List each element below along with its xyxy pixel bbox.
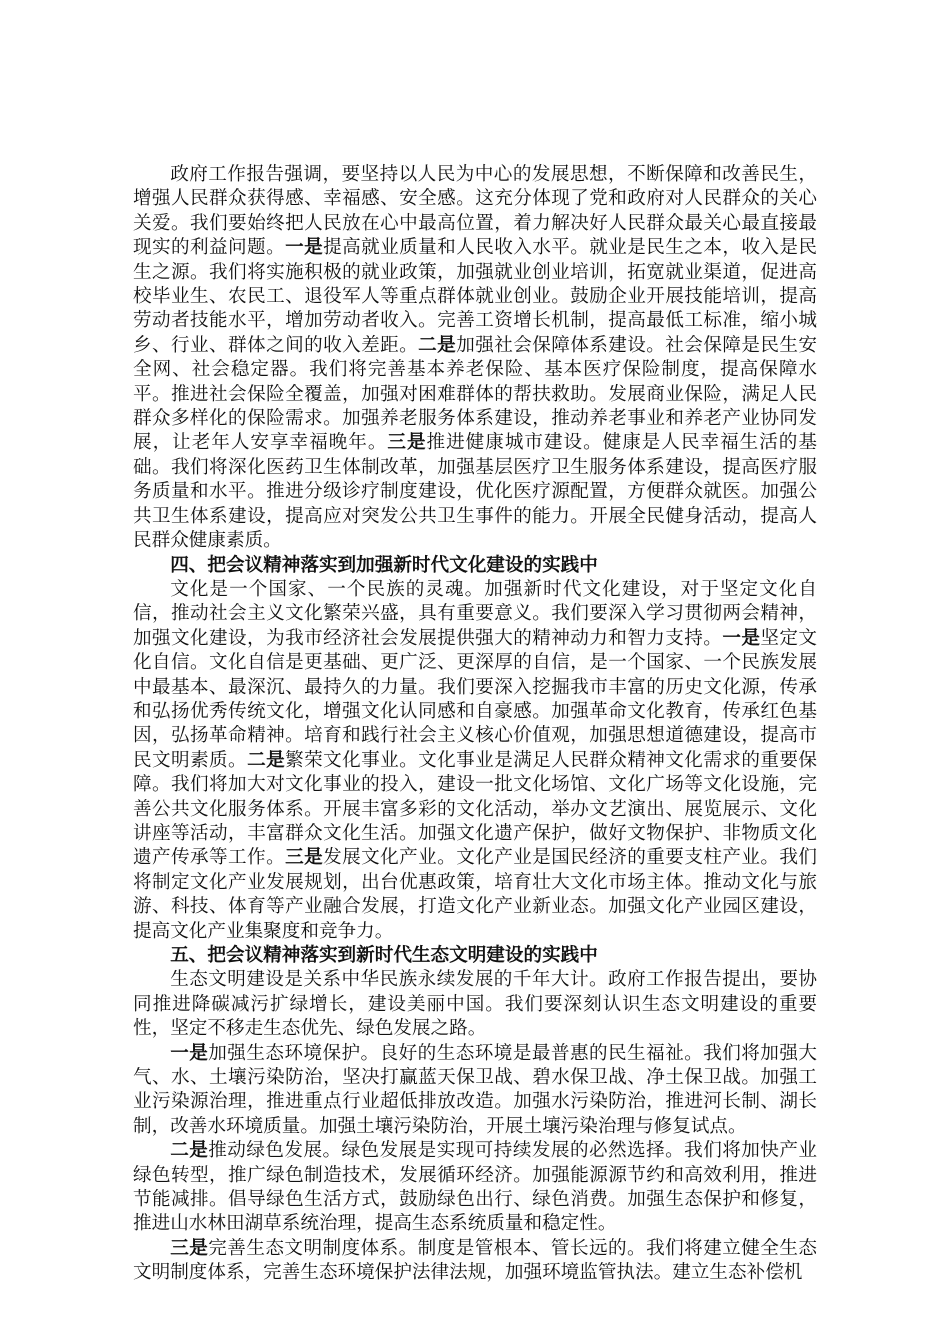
paragraph xyxy=(133,163,817,554)
paragraph-text: 完善生态文明制度体系。制度是管根本、管长远的。我们将建立健全生态文明制度体系，完善生态环境保护法律法规，加强环境监管执法。建立生态补偿机 xyxy=(133,1237,817,1284)
ordinal-label: 二是 xyxy=(170,1140,209,1162)
paragraph xyxy=(133,1237,817,1286)
ordinal-label: 二是 xyxy=(247,749,286,771)
paragraph-text: 推进健康城市建设。健康是人民幸福生活的基础。我们将深化医药卫生体制改革，加强基层医疗卫生服务体系建设，提高医疗服务质量和水平。推进分级诊疗制度建设，优化医疗源配置，方便群众就医。加强公共卫生体系建设，提高应对突发公共卫生事件的能力。开展全民健身活动，提高人民群众健康素质。 xyxy=(133,432,817,552)
paragraph-text: 文化是一个国家、一个民族的灵魂。加强新时代文化建设，对于坚定文化自信，推动社会主义文化繁荣兴盛，具有重要意义。我们要深入学习贯彻两会精神，加强文化建设，为我市经济社会发展提供强大的精神动力和智力支持。 xyxy=(133,578,817,649)
paragraph-text: 推动绿色发展。绿色发展是实现可持续发展的必然选择。我们将加快产业绿色转型，推广绿色制造技术，发展循环经济。加强能源源节约和高效利用，推进节能减排。倡导绿色生活方式，鼓励绿色出行、绿色消费。加强生态保护和修复，推进山水林田湖草系统治理，提高生态系统质量和稳定性。 xyxy=(133,1140,817,1235)
ordinal-label: 三是 xyxy=(170,1237,209,1259)
ordinal-label: 一是 xyxy=(285,237,324,259)
paragraph-text: 坚定文化自信。文化自信是更基础、更广泛、更深厚的自信，是一个国家、一个民族发展中最基本、最深沉、最持久的力量。我们要深入挖掘我市丰富的历史文化源，传承和弘扬优秀传统文化，增强文化认同感和自豪感。加强革命文化教育，传承红色基因，弘扬革命精神。培育和践行社会主义核心价值观，加强思想道德建设，提高市民文明素质。 xyxy=(133,627,817,771)
document-body xyxy=(133,163,817,1286)
paragraph xyxy=(133,1139,817,1237)
paragraph-text: 繁荣文化事业。文化事业是满足人民群众精神文化需求的重要保障。我们将加大对文化事业的投入，建设一批文化场馆、文化广场等文化设施，完善公共文化服务体系。开展丰富多彩的文化活动，举办文艺演出、展览展示、文化讲座等活动，丰富群众文化生活。加强文化遗产保护，做好文物保护、非物质文化遗产传承等工作。 xyxy=(133,749,817,869)
paragraph xyxy=(133,1042,817,1140)
section-heading: 五、把会议精神落实到新时代生态文明建设的实践中 xyxy=(170,945,598,966)
paragraph-text: 加强生态环境保护。良好的生态环境是最普惠的民生福祉。我们将加强大气、水、土壤污染防治，坚决打赢蓝天保卫战、碧水保卫战、净土保卫战。加强工业污染源治理，推进重点行业超低排放改造。加强水污染防治，推进河长制、湖长制，改善水环境质量。加强土壤污染防治，开展土壤污染治理与修复试点。 xyxy=(133,1042,817,1137)
ordinal-label: 一是 xyxy=(722,627,761,649)
paragraph-text: 政府工作报告强调，要坚持以人民为中心的发展思想，不断保障和改善民生，增强人民群众获得感、幸福感、安全感。这充分体现了党和政府对人民群众的关心关爱。我们要始终把人民放在心中最高位置，着力解决好人民群众最关心最直接最现实的利益问题。 xyxy=(133,164,817,259)
paragraph-text: 加强社会保障体系建设。社会保障是民生安全网、社会稳定器。我们将完善基本养老保险、基本医疗保险制度，提高保障水平。推进社会保险全覆盖，加强对困难群体的帮扶救助。发展商业保险，满足人民群众多样化的保险需求。加强养老服务体系建设，推动养老事业和养老产业协同发展，让老年人安享幸福晚年。 xyxy=(133,334,817,454)
ordinal-label: 三是 xyxy=(285,847,324,869)
section-heading: 四、把会议精神落实到加强新时代文化建设的实践中 xyxy=(170,554,598,576)
paragraph-text: 生态文明建设是关系中华民族永续发展的千年大计。政府工作报告提出，要协同推进降碳减污扩绿增长，建设美丽中国。我们要深刻认识生态文明建设的重要性，坚定不移走生态优先、绿色发展之路。 xyxy=(133,969,817,1040)
paragraph-text: 发展文化产业。文化产业是国民经济的重要支柱产业。我们将制定文化产业发展规划，出台优惠政策，培育壮大文化市场主体。推动文化与旅游、科技、体育等产业融合发展，打造文化产业新业态。加强文化产业园区建设，提高文化产业集聚度和竞争力。 xyxy=(133,847,817,942)
ordinal-label: 二是 xyxy=(418,334,457,356)
ordinal-label: 一是 xyxy=(170,1042,209,1064)
paragraph xyxy=(133,968,817,1041)
paragraph xyxy=(133,578,817,944)
paragraph-text: 提高就业质量和人民收入水平。就业是民生之本，收入是民生之源。我们将实施积极的就业政策，加强就业创业培训，拓宽就业渠道，促进高校毕业生、农民工、退役军人等重点群体就业创业。鼓励企业开展技能培训，提高劳动者技能水平，增加劳动者收入。完善工资增长机制，提高最低工标准，缩小城乡、行业、群体之间的收入差距。 xyxy=(133,237,817,356)
ordinal-label: 三是 xyxy=(387,432,427,454)
